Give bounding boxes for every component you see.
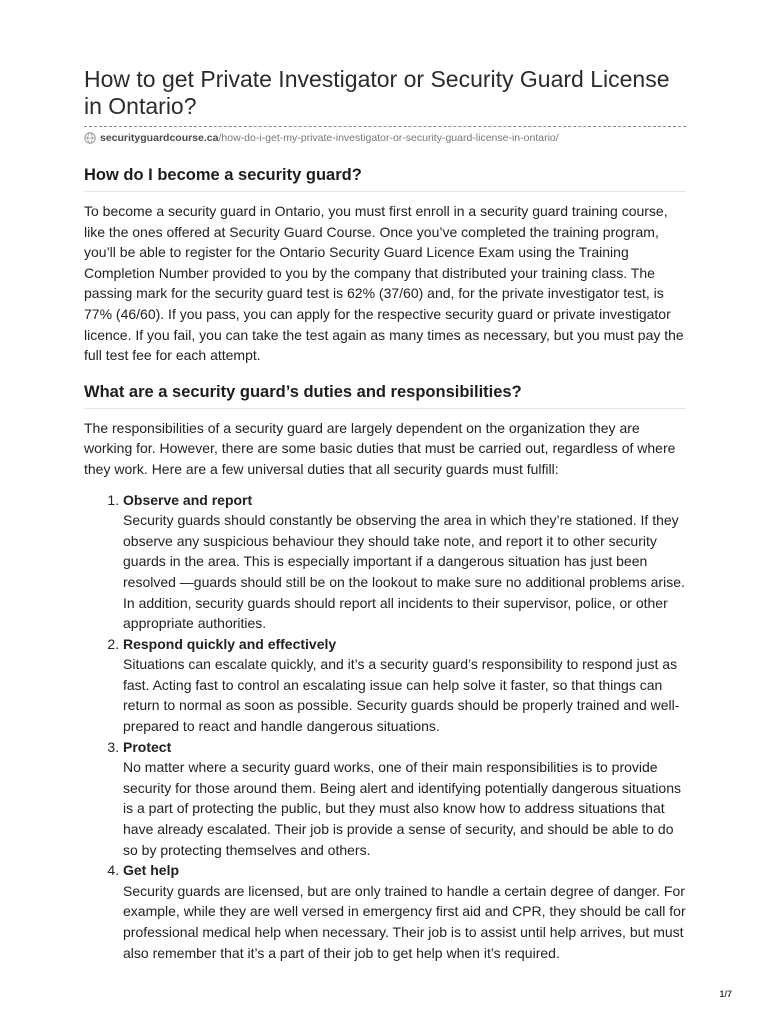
title-divider	[84, 126, 686, 127]
section-heading-become-guard: How do I become a security guard?	[84, 164, 686, 192]
list-item-title: 1. Observe and report	[123, 491, 253, 508]
section-paragraph: The responsibilities of a security guard are largely dependent on the organization they are working for. However, there are some basic duties that must be carried out, regardless of where they work. Here are a few universal duties that all security guards must fulfill:	[84, 419, 676, 477]
list-item	[123, 860, 686, 963]
source-link[interactable]	[84, 131, 686, 145]
list-item	[123, 634, 686, 737]
page-number: 1/7	[719, 989, 732, 999]
duties-list	[84, 490, 686, 964]
list-item-body: No matter where a security guard works, one of their main responsibilities is to provide security for those around them. Being alert and identifying potentially dangerous situations is a part of protecting the public, but they must also know how to address situations that have already escalated. Their job is provide a sense of security, and should be able to do so by protecting themselves and others.	[123, 759, 682, 858]
list-item-body: Security guards should constantly be observing the area in which they’re stationed. If they observe any suspicious behaviour they should take note, and report it to other security guards in the area. This is especially important if a dangerous situation has just been resolved —guards should still be on the lookout to make sure no additional problems arise. In addition, security guards should report all incidents to their supervisor, police, or other appropriate authorities.	[123, 512, 685, 632]
list-item-title: 2. Respond quickly and effectively	[123, 635, 337, 652]
list-item	[123, 737, 686, 861]
list-item-body: Situations can escalate quickly, and it’s a security guard’s responsibility to respond just as fast. Acting fast to control an escalating issue can help solve it faster, so that things can return to normal as soon as possible. Security guards should be properly trained and well-prepared to react and handle dangerous situations.	[123, 656, 680, 735]
list-item	[123, 490, 686, 634]
list-item-title: 4. Get help	[123, 862, 180, 879]
source-domain[interactable]: securityguardcourse.ca	[100, 132, 219, 144]
page-title: How to get Private Investigator or Security Guard License in Ontario?	[84, 66, 670, 119]
section-heading-duties: What are a security guard’s duties and responsibilities?	[84, 381, 686, 409]
source-path[interactable]: /how-do-i-get-my-private-investigator-or-security-guard-license-in-ontario/	[218, 132, 559, 144]
section-paragraph: To become a security guard in Ontario, you must first enroll in a security guard training course, like the ones offered at Security Guard Course. Once you’ve completed the training program, you’ll be able to register for the Ontario Security Guard Licence Exam using the Training Completion Number provided to you by the company that distributed your training class. The passing mark for the security guard test is 62% (37/60) and, for the private investigator test, is 77% (46/60). If you pass, you can apply for the respective security guard or private investigator licence. If you fail, you can take the test again as many times as necessary, but you must pay the full test fee for each attempt.	[84, 203, 684, 364]
list-item-title: 3. Protect	[123, 738, 172, 755]
document-page	[84, 66, 686, 963]
globe-icon	[84, 132, 96, 144]
list-item-body: Security guards are licensed, but are only trained to handle a certain degree of danger. For example, while they are well versed in emergency first aid and CPR, they should be call for professional medical help when necessary. Their job is to assist until help arrives, but must also remember that it’s a part of their job to get help when it’s required.	[123, 882, 686, 961]
